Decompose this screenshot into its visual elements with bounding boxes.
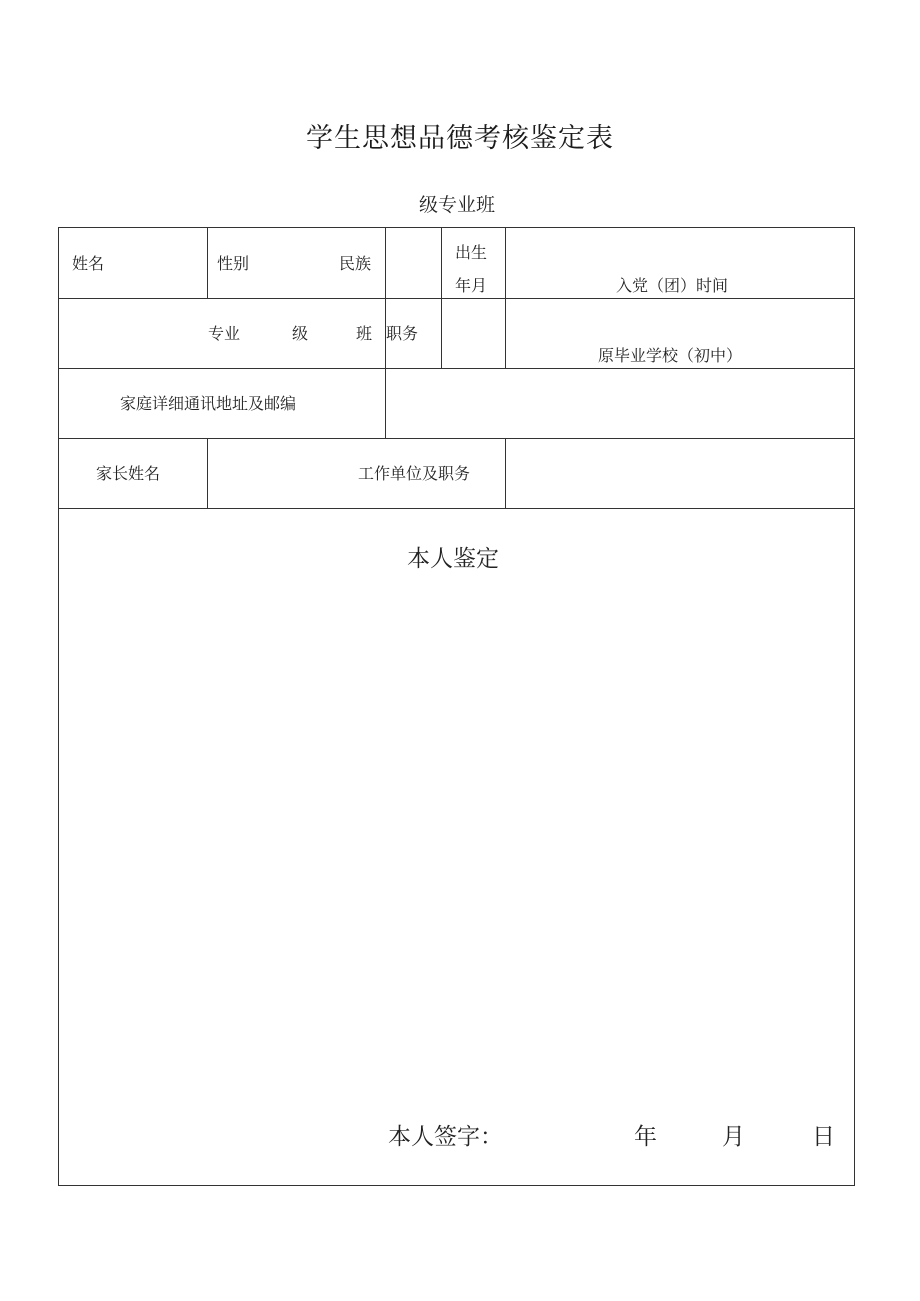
- form-table: [58, 227, 855, 1186]
- grade-label: 级: [292, 324, 309, 343]
- gender-label: 性别: [217, 254, 250, 273]
- document-subtitle: 级专业班: [418, 194, 495, 216]
- col-divider: [385, 228, 386, 298]
- position-label: 职务: [386, 324, 419, 343]
- col-divider: [441, 228, 442, 298]
- year-label: 年: [634, 1124, 657, 1150]
- month-label: 月: [722, 1124, 745, 1150]
- signature-label: 本人签字：: [388, 1124, 503, 1150]
- day-label: 日: [812, 1124, 835, 1150]
- ethnicity-label: 民族: [339, 254, 372, 273]
- birth-label-line2: 年月: [455, 276, 488, 295]
- major-label: 专业: [208, 324, 241, 343]
- col-divider: [505, 298, 506, 368]
- birth-label-line1: 出生: [455, 243, 488, 262]
- col-divider: [207, 438, 208, 508]
- workplace-label: 工作单位及职务: [358, 464, 471, 483]
- row-divider-3: [59, 438, 854, 439]
- col-divider: [505, 438, 506, 508]
- parent-name-label: 家长姓名: [96, 464, 161, 483]
- document-title: 学生思想品德考核鉴定表: [306, 123, 614, 154]
- col-divider: [207, 228, 208, 298]
- address-label: 家庭详细通讯地址及邮编: [120, 394, 297, 413]
- col-divider: [505, 228, 506, 298]
- col-divider: [385, 368, 386, 438]
- prev-school-label: 原毕业学校（初中）: [598, 346, 743, 365]
- row-divider-4: [59, 508, 854, 509]
- name-label: 姓名: [72, 254, 105, 273]
- join-party-label: 入党（团）时间: [616, 276, 729, 295]
- row-divider-2: [59, 368, 854, 369]
- class-label: 班: [356, 324, 373, 343]
- col-divider: [441, 298, 442, 368]
- row-divider-1: [59, 298, 854, 299]
- self-assessment-heading: 本人鉴定: [407, 546, 499, 572]
